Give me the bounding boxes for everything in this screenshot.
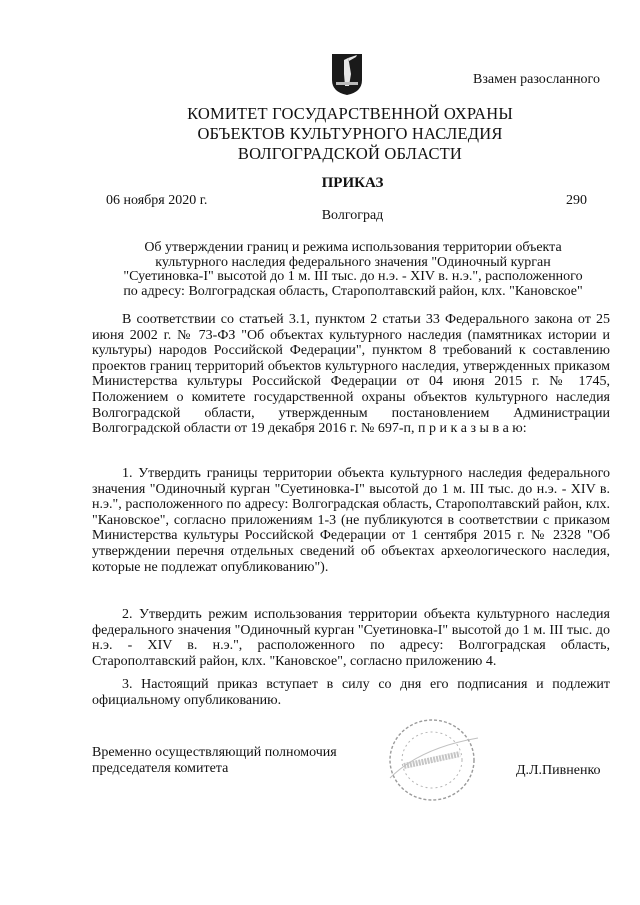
volgograd-coat-of-arms-emblem	[330, 52, 364, 96]
intro-text: В соответствии со статьей 3.1, пунктом 2 статьи 33 Федерального закона от 25 июня 2002 г. № 73-ФЗ "Об объектах культурного наследия (памятниках истории и культуры) народов Российской Федерации", пунктом 8 требований к составлению проектов границ территорий объектов культурного наследия, утвержденных приказом Министерства культуры Российской Федерации от 04 июня 2015 г. № 1745, Положением о комитете государственной охраны объектов культурного наследия Волгоградской области, утвержденным постановлением Администрации Волгоградской области от 19 декабря 2016 г. № 697-п, п р и к а з ы в а ю:	[92, 312, 610, 437]
official-stamp-seal	[360, 708, 500, 808]
order-item-3	[92, 677, 610, 708]
document-type: ПРИКАЗ	[321, 175, 384, 191]
order-item-3-text: 3. Настоящий приказ вступает в силу со дня его подписания и подлежит официальному опубликованию.	[92, 677, 610, 708]
document-date: 06 ноября 2020 г.	[106, 193, 208, 208]
order-item-2	[92, 607, 610, 669]
intro-paragraph	[92, 312, 610, 437]
committee-line: ВОЛГОГРАДСКОЙ ОБЛАСТИ	[237, 144, 463, 163]
order-subject	[98, 241, 608, 299]
signatory-position-line: председателя комитета	[92, 761, 229, 776]
replacement-note: Взамен разосланного	[473, 72, 600, 87]
signatory-name: Д.Л.Пивненко	[516, 763, 601, 778]
committee-line: КОМИТЕТ ГОСУДАРСТВЕННОЙ ОХРАНЫ	[187, 104, 513, 123]
subject-line: по адресу: Волгоградская область, Старополтавский район, клх. "Кановское"	[123, 283, 583, 299]
signatory-position	[92, 745, 337, 777]
order-item-1	[92, 466, 610, 575]
order-item-2-text: 2. Утвердить режим использования территории объекта культурного наследия федерального значения "Одиночный курган "Суетиновка-I" высотой до 1 м. III тыс. до н.э. - XIV в. н.э.", расположенного по адресу: Волгоградская область, Старополтавский район, клх. "Кановское", согласно приложению 4.	[92, 607, 610, 669]
signatory-position-line: Временно осуществляющий полномочия	[92, 745, 337, 760]
document-city: Волгоград	[321, 208, 384, 223]
committee-line: ОБЪЕКТОВ КУЛЬТУРНОГО НАСЛЕДИЯ	[197, 124, 503, 143]
order-item-1-text: 1. Утвердить границы территории объекта культурного наследия федерального значения "Одиночный курган "Суетиновка-I" высотой до 1 м. III тыс. до н.э. - XIV в. н.э.", расположенного по адресу: Волгоградская область, Старополтавский район, клх. "Кановское", согласно приложениям 1-3 (не публикуются в соответствии с приказом Министерства культуры Российской Федерации от 1 сентября 2015 г. № 2328 "Об утверждении перечня отдельных сведений об объектах археологического наследия, которые не подлежат опубликованию").	[92, 466, 610, 575]
subject-line: Об утверждении границ и режима использования территории объекта	[144, 240, 562, 255]
committee-name	[150, 104, 550, 164]
subject-line: культурного наследия федерального значения "Одиночный курган	[155, 254, 551, 270]
subject-line: "Суетиновка-I" высотой до 1 м. III тыс. до н.э. - XIV в. н.э.", расположенного	[123, 269, 583, 284]
document-number: 290	[566, 193, 587, 208]
